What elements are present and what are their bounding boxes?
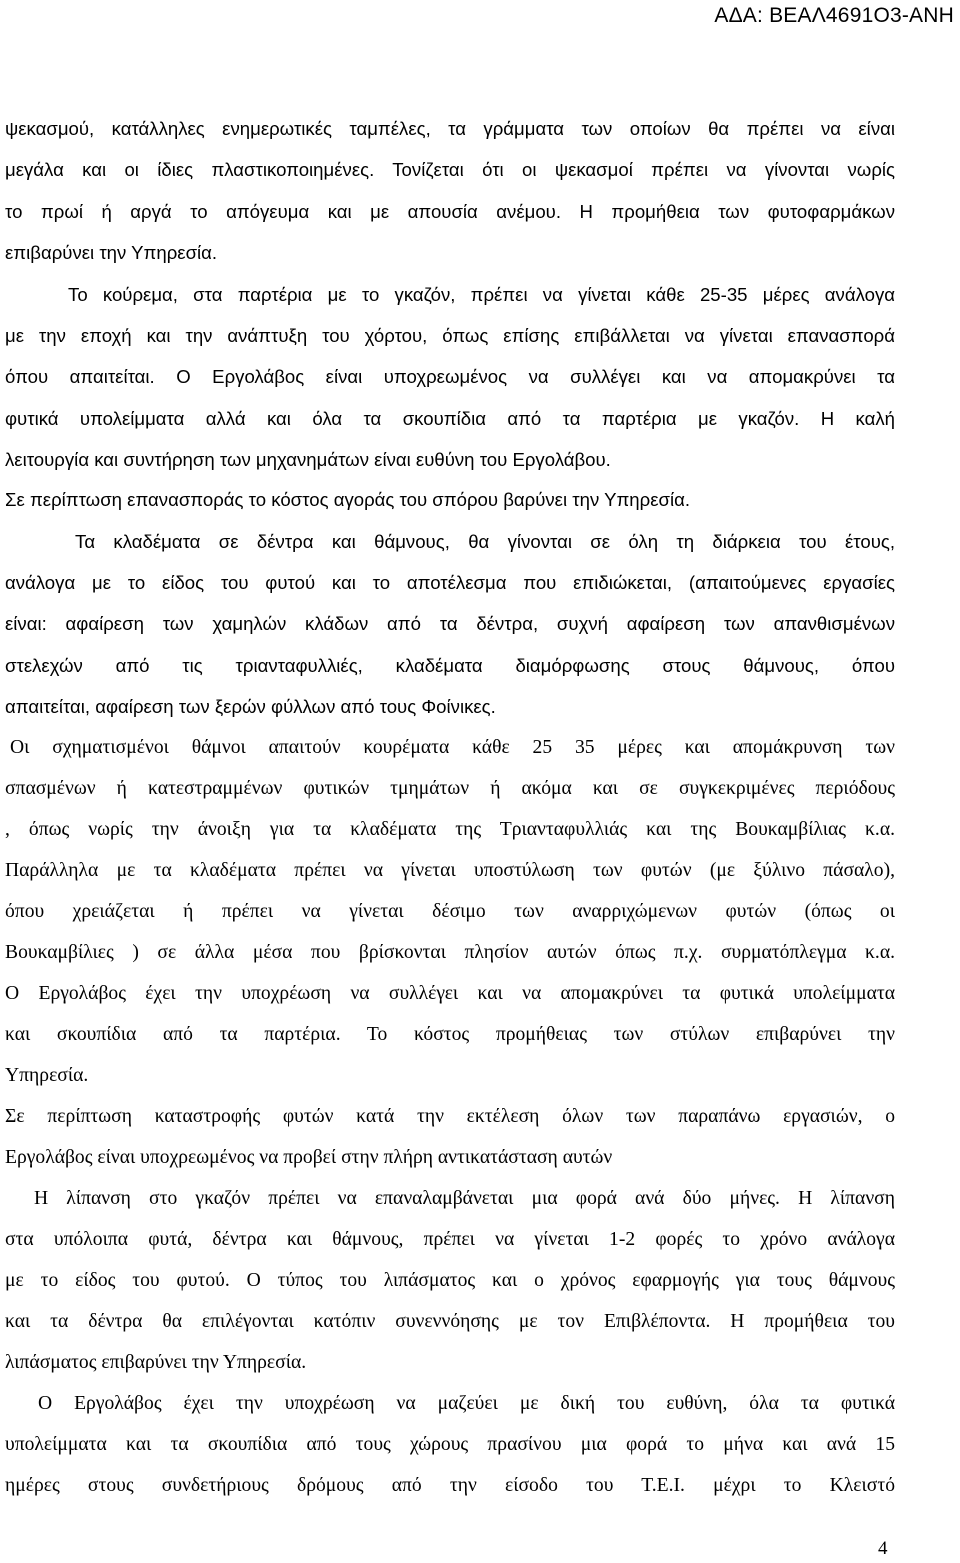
text-line: υπολείμματα και τα σκουπίδια από τους χώρους πρασίνου μια φορά το μήνα και ανά 15	[5, 1434, 895, 1455]
text-line: λειτουργία και συντήρηση των μηχανημάτων είναι ευθύνη του Εργολάβου.	[5, 449, 611, 470]
text-line: και τα δέντρα θα επιλέγονται κατόπιν συνεννόησης με τον Επιβλέποντα. Η προμήθεια του	[5, 1311, 895, 1332]
text-line: ψεκασμού, κατάλληλες ενημερωτικές ταμπέλες, τα γράμματα των οποίων θα πρέπει να είναι	[5, 118, 895, 139]
text-line: στελεχών από τις τριανταφυλλιές, κλαδέματα διαμόρφωσης στους θάμνους, όπου	[5, 655, 895, 676]
text-line: ανάλογα με το είδος του φυτού και το αποτέλεσμα που επιδιώκεται, (απαιτούμενες εργασίες	[5, 572, 895, 593]
text-line: Εργολάβος είναι υποχρεωμένος να προβεί στην πλήρη αντικατάσταση αυτών	[5, 1147, 613, 1168]
text-line: Οι σχηματισμένοι θάμνοι απαιτούν κουρέματα κάθε 25 35 μέρες και απομάκρυνση των	[10, 737, 895, 758]
text-line: Τα κλαδέματα σε δέντρα και θάμνους, θα γίνονται σε όλη τη διάρκεια του έτους,	[75, 531, 895, 552]
document-code: ΑΔΑ: ΒΕΑΛ4691Ο3-ΑΝΗ	[714, 4, 954, 27]
text-line: Το κούρεμα, στα παρτέρια με το γκαζόν, πρέπει να γίνεται κάθε 25-35 μέρες ανάλογα	[68, 284, 895, 305]
text-line: ημέρες στους συνδετήριους δρόμους από την είσοδο του Τ.Ε.Ι. μέχρι το Κλειστό	[5, 1475, 895, 1496]
text-line: σπασμένων ή κατεστραμμένων φυτικών τμημάτων ή ακόμα και σε συγκεκριμένες περιόδους	[5, 778, 895, 799]
text-line: φυτικά υπολείμματα αλλά και όλα τα σκουπίδια από τα παρτέρια με γκαζόν. Η καλή	[5, 408, 895, 429]
text-line: , όπως νωρίς την άνοιξη για τα κλαδέματα της Τριανταφυλλιάς και της Βουκαμβίλιας κ.α.	[5, 819, 895, 840]
text-line: είναι: αφαίρεση των χαμηλών κλάδων από τα δέντρα, συχνή αφαίρεση των απανθισμένων	[5, 613, 895, 634]
text-line: Βουκαμβίλιες ) σε άλλα μέσα που βρίσκονται πλησίον αυτών όπως π.χ. συρματόπλεγμα κ.α.	[5, 942, 895, 963]
text-line: στα υπόλοιπα φυτά, δέντρα και θάμνους, πρέπει να γίνεται 1-2 φορές το χρόνο ανάλογα	[5, 1229, 895, 1250]
text-line: με την εποχή και την ανάπτυξη του χόρτου, όπως επίσης επιβάλλεται να γίνεται επανασπορά	[5, 325, 895, 346]
page-number: 4	[878, 1538, 888, 1559]
text-line: λιπάσματος επιβαρύνει την Υπηρεσία.	[5, 1352, 307, 1373]
text-line: με το είδος του φυτού. Ο τύπος του λιπάσματος και ο χρόνος εφαρμογής για τους θάμνους	[5, 1270, 895, 1291]
text-line: Σε περίπτωση καταστροφής φυτών κατά την εκτέλεση όλων των παραπάνω εργασιών, ο	[5, 1106, 895, 1127]
text-line: όπου χρειάζεται ή πρέπει να γίνεται δέσιμο των αναρριχώμενων φυτών (όπως οι	[5, 901, 895, 922]
text-line: Ο Εργολάβος έχει την υποχρέωση να συλλέγει και να απομακρύνει τα φυτικά υπολείμματα	[5, 983, 895, 1004]
text-line: Σε περίπτωση επανασποράς το κόστος αγοράς του σπόρου βαρύνει την Υπηρεσία.	[5, 489, 691, 510]
text-line: μεγάλα και οι ίδιες πλαστικοποιημένες. Τονίζεται ότι οι ψεκασμοί πρέπει να γίνονται νωρίς	[5, 159, 895, 180]
text-line: Παράλληλα με τα κλαδέματα πρέπει να γίνεται υποστύλωση των φυτών (με ξύλινο πάσαλο),	[5, 860, 895, 881]
text-line: απαιτείται, αφαίρεση των ξερών φύλλων από τους Φοίνικες.	[5, 696, 496, 717]
text-line: όπου απαιτείται. Ο Εργολάβος είναι υποχρεωμένος να συλλέγει και να απομακρύνει τα	[5, 366, 895, 387]
text-line: Ο Εργολάβος έχει την υποχρέωση να μαζεύει με δική του ευθύνη, όλα τα φυτικά	[38, 1393, 895, 1414]
text-line: Υπηρεσία.	[5, 1065, 89, 1086]
text-line: επιβαρύνει την Υπηρεσία.	[5, 242, 218, 263]
text-line: το πρωί ή αργά το απόγευμα και με απουσία ανέμου. Η προμήθεια των φυτοφαρμάκων	[5, 201, 895, 222]
text-line: και σκουπίδια από τα παρτέρια. Το κόστος προμήθειας των στύλων επιβαρύνει την	[5, 1024, 895, 1045]
text-line: Η λίπανση στο γκαζόν πρέπει να επαναλαμβάνεται μια φορά ανά δύο μήνες. Η λίπανση	[34, 1188, 895, 1209]
